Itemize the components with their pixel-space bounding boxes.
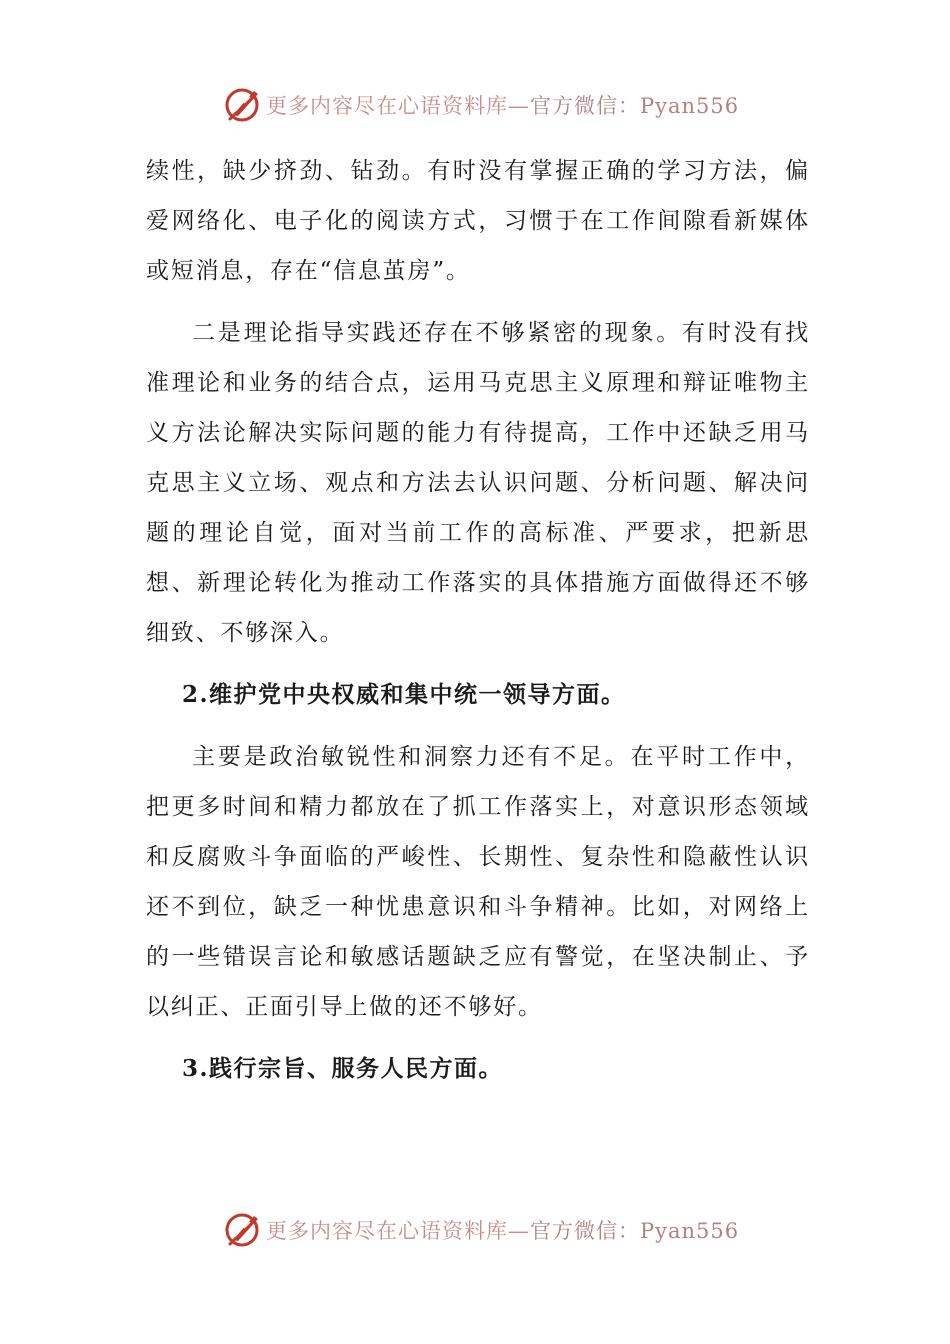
footer-watermark xyxy=(0,1210,950,1250)
watermark-text xyxy=(266,90,739,120)
watermark-prefix: 更多内容尽在心语资料库— xyxy=(266,94,530,118)
quill-logo-icon xyxy=(224,85,264,123)
paragraph-2: 二是理论指导实践还存在不够紧密的现象。有时没有找准理论和业务的结合点，运用马克思主义原理和辩证唯物主义方法论解决实际问题的能力有待提高，工作中还缺乏用马克思主义立场、观点和方法去认识问题、分析问题、解决问题的理论自觉，面对当前工作的高标准、严要求，把新思想、新理论转化为推动工作落实的具体措施方面做得还不够细致、不够深入。 xyxy=(146,320,810,646)
watermark-prefix: 更多内容尽在心语资料库— xyxy=(266,1219,530,1243)
watermark-wechat: 官方微信：Pyan556 xyxy=(530,1219,740,1243)
quill-logo-icon xyxy=(224,1210,264,1248)
paragraph-1: 续性，缺少挤劲、钻劲。有时没有掌握正确的学习方法，偏爱网络化、电子化的阅读方式，习惯于在工作间隙看新媒体或短消息，存在“信息茧房”。 xyxy=(146,158,810,284)
watermark-wechat: 官方微信：Pyan556 xyxy=(530,94,740,118)
document-body xyxy=(146,146,810,1094)
header-watermark xyxy=(0,85,950,125)
section-heading-3: 3.践行宗旨、服务人民方面。 xyxy=(182,1055,504,1082)
watermark-text xyxy=(266,1215,739,1245)
section-heading-2: 2.维护党中央权威和集中统一领导方面。 xyxy=(182,681,626,708)
paragraph-3: 主要是政治敏锐性和洞察力还有不足。在平时工作中，把更多时间和精力都放在了抓工作落实上，对意识形态领域和反腐败斗争面临的严峻性、长期性、复杂性和隐蔽性认识还不到位，缺乏一种忧患意识和斗争精神。比如，对网络上的一些错误言论和敏感话题缺乏应有警觉，在坚决制止、予以纠正、正面引导上做的还不够好。 xyxy=(146,744,810,1020)
